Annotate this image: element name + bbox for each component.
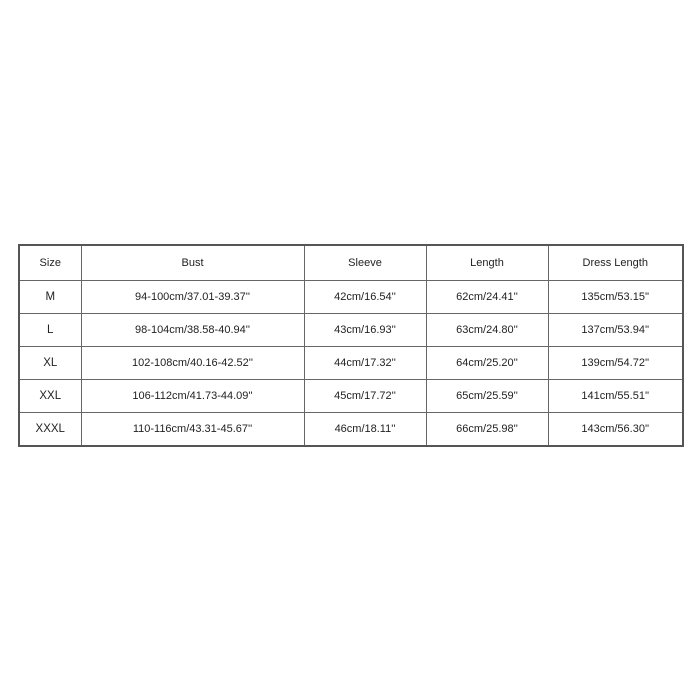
sleeve-cell: 44cm/17.32'' bbox=[304, 347, 426, 380]
bust-cell: 98-104cm/38.58-40.94'' bbox=[81, 314, 304, 347]
dress-length-cell: 135cm/53.15'' bbox=[548, 281, 683, 314]
bust-cell: 110-116cm/43.31-45.67'' bbox=[81, 413, 304, 447]
size-cell: XXXL bbox=[19, 413, 81, 447]
size-cell: L bbox=[19, 314, 81, 347]
table-row bbox=[19, 281, 683, 314]
length-cell: 62cm/24.41'' bbox=[426, 281, 548, 314]
header-bust: Bust bbox=[81, 245, 304, 281]
sleeve-cell: 42cm/16.54'' bbox=[304, 281, 426, 314]
dress-length-cell: 137cm/53.94'' bbox=[548, 314, 683, 347]
header-sleeve: Sleeve bbox=[304, 245, 426, 281]
size-chart-table bbox=[18, 244, 684, 447]
dress-length-cell: 143cm/56.30'' bbox=[548, 413, 683, 447]
length-cell: 65cm/25.59'' bbox=[426, 380, 548, 413]
bust-cell: 102-108cm/40.16-42.52'' bbox=[81, 347, 304, 380]
length-cell: 63cm/24.80'' bbox=[426, 314, 548, 347]
table-row bbox=[19, 347, 683, 380]
table-row bbox=[19, 380, 683, 413]
header-size: Size bbox=[19, 245, 81, 281]
sleeve-cell: 43cm/16.93'' bbox=[304, 314, 426, 347]
sleeve-cell: 45cm/17.72'' bbox=[304, 380, 426, 413]
sleeve-cell: 46cm/18.11'' bbox=[304, 413, 426, 447]
dress-length-cell: 141cm/55.51'' bbox=[548, 380, 683, 413]
length-cell: 66cm/25.98'' bbox=[426, 413, 548, 447]
length-cell: 64cm/25.20'' bbox=[426, 347, 548, 380]
size-cell: XL bbox=[19, 347, 81, 380]
header-length: Length bbox=[426, 245, 548, 281]
size-cell: M bbox=[19, 281, 81, 314]
bust-cell: 94-100cm/37.01-39.37'' bbox=[81, 281, 304, 314]
bust-cell: 106-112cm/41.73-44.09'' bbox=[81, 380, 304, 413]
table-row bbox=[19, 413, 683, 447]
dress-length-cell: 139cm/54.72'' bbox=[548, 347, 683, 380]
table-row bbox=[19, 314, 683, 347]
header-dress-length: Dress Length bbox=[548, 245, 683, 281]
size-cell: XXL bbox=[19, 380, 81, 413]
table-header-row bbox=[19, 245, 683, 281]
